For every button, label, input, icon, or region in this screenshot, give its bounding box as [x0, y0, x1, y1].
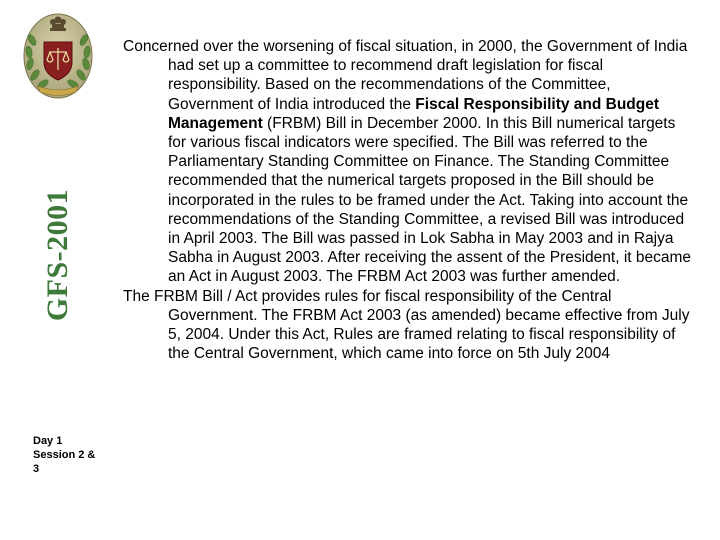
sidebar: [0, 0, 125, 540]
paragraph-history: [123, 37, 693, 287]
session-number: Session 2 &: [33, 449, 96, 461]
paragraph-history-part1: Concerned over the worsening of fiscal situation, in 2000, the Government of India had set up a committee to recommend draft legislation for fiscal responsibility. Based on the recommendations of the Committee, Government of India introduced the: [123, 38, 688, 113]
slide-body: [123, 37, 693, 363]
emblem-seal-icon: [22, 10, 94, 100]
course-title-text: GFS-2001: [41, 188, 74, 322]
paragraph-act-provisions: The FRBM Bill / Act provides rules for fiscal responsibility of the Central Government. The FRBM Act 2003 (as amended) became effective from July 5, 2004. Under this Act, Rules are framed relating to fiscal responsibility of the Central Government, which came into force on 5th July 2004: [123, 287, 690, 363]
vertical-course-title: [41, 165, 74, 345]
session-day: Day 1: [33, 435, 63, 447]
paragraph-history-part2: (FRBM) Bill in December 2000. In this Bill numerical targets for various fiscal indicators were specified. The Bill was referred to the Parliamentary Standing Committee on Finance. The Standing Committee recommended that the numerical targets proposed in the Bill should be incorporated in the rules to be framed under the Act. Taking into account the recommendations of the Standing Committee, a revised Bill was introduced in April 2003. The Bill was passed in Lok Sabha in May 2003 and in Rajya Sabha in August 2003. After receiving the assent of the President, it became an Act in August 2003. The FRBM Act 2003 was further amended.: [168, 114, 692, 286]
session-number-cont: 3: [33, 463, 40, 475]
frbm-bold-term: Fiscal Responsibility and Budget Management: [168, 95, 660, 132]
session-label: [33, 434, 95, 476]
